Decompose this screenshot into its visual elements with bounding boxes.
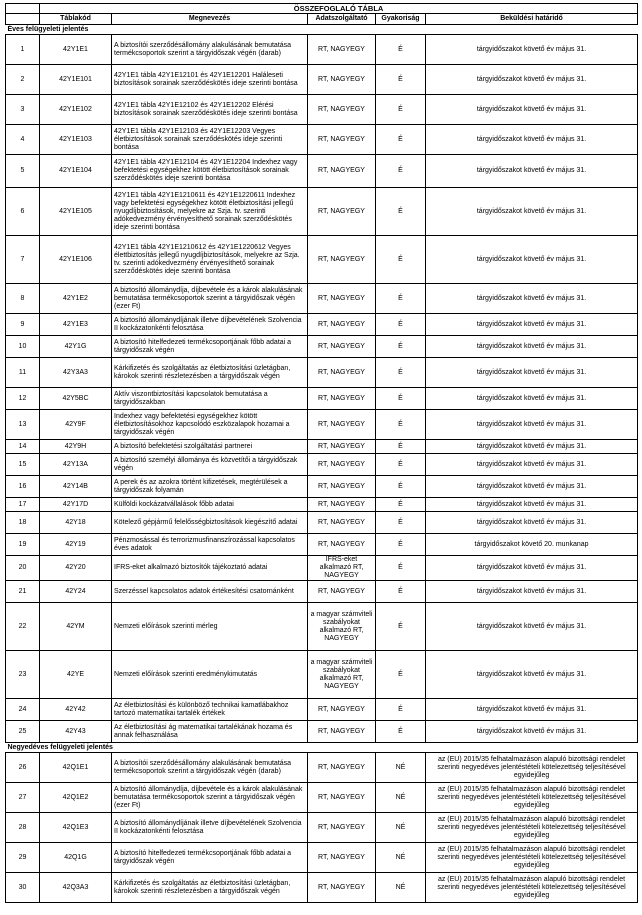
- deadline-cell: tárgyidőszakot követő év május 31.: [426, 155, 638, 188]
- deadline-cell: tárgyidőszakot követő év május 31.: [426, 336, 638, 358]
- frequency-cell: É: [376, 65, 426, 95]
- description-cell: 42Y1E1 tábla 42Y1E12101 és 42Y1E12201 Haláleseti biztosítások sorainak szerződéskötés ideje szerinti bontása: [112, 65, 308, 95]
- frequency-cell: NÉ: [376, 813, 426, 843]
- deadline-cell: tárgyidőszakot követő év május 31.: [426, 388, 638, 410]
- deadline-cell: tárgyidőszakot követő év május 31.: [426, 314, 638, 336]
- deadline-cell: az (EU) 2015/35 felhatalmazáson alapuló bizottsági rendelet szerinti negyedéves jelentéstételi kötelezettség teljesítésével egyidejűleg: [426, 843, 638, 873]
- table-header-row: [6, 14, 638, 25]
- frequency-cell: É: [376, 454, 426, 476]
- table-code-cell: 42Y18: [40, 512, 112, 534]
- row-number-cell: 29: [6, 843, 40, 873]
- section-label: Éves felügyeleti jelentés: [6, 25, 638, 35]
- table-code-cell: 42Y1E103: [40, 125, 112, 155]
- table-code-cell: 42Q3A3: [40, 873, 112, 903]
- provider-cell: RT, NAGYEGY: [308, 534, 376, 556]
- description-cell: 42Y1E1 tábla 42Y1E1210612 és 42Y1E1220612 Vegyes élettbiztosítás jellegű nyugdíjbiztosítások, melyekre az Szja. tv. szerinti adókedvezmény érvényesíthető sorainak szerződéskötés ideje szerinti bontása: [112, 236, 308, 284]
- deadline-cell: az (EU) 2015/35 felhatalmazáson alapuló bizottsági rendelet szerinti negyedéves jelentéstételi kötelezettség teljesítésével egyidejűleg: [426, 753, 638, 783]
- description-cell: Kárkifizetés és szolgáltatás az életbiztosítási üzletágban, károkok szerinti részletezésben a tárgyidőszak végén: [112, 873, 308, 903]
- provider-cell: RT, NAGYEGY: [308, 388, 376, 410]
- deadline-cell: tárgyidőszakot követő év május 31.: [426, 454, 638, 476]
- provider-cell: RT, NAGYEGY: [308, 498, 376, 512]
- table-code-cell: 42Y9H: [40, 440, 112, 454]
- table-row: [6, 498, 638, 512]
- description-cell: A biztosító állománydíja, díjbevétele és a károk alakulásának bemutatása termékcsoportok szerint a tárgyidőszak végén (ezer Ft): [112, 783, 308, 813]
- description-cell: 42Y1E1 tábla 42Y1E12102 és 42Y1E12202 Elérési biztosítások sorainak szerződéskötés ideje szerinti bontása: [112, 95, 308, 125]
- deadline-cell: tárgyidőszakot követő év május 31.: [426, 358, 638, 388]
- description-cell: A biztosítói szerződésállomány alakulásának bemutatása termékcsoportok szerint a tárgyidőszak végén (darab): [112, 753, 308, 783]
- description-cell: 42Y1E1 tábla 42Y1E12104 és 42Y1E12204 Indexhez vagy befektetési egységekhez kötött életbiztosítások sorainak szerződéskötés ideje szerinti bontása: [112, 155, 308, 188]
- table-row: [6, 476, 638, 498]
- table-row: [6, 188, 638, 236]
- table-code-cell: 42Y1E106: [40, 236, 112, 284]
- table-code-cell: 42Y42: [40, 699, 112, 721]
- row-number-cell: 27: [6, 783, 40, 813]
- table-code-cell: 42Y1E101: [40, 65, 112, 95]
- row-number-cell: 22: [6, 603, 40, 651]
- provider-cell: RT, NAGYEGY: [308, 65, 376, 95]
- frequency-cell: É: [376, 651, 426, 699]
- deadline-cell: tárgyidőszakot követő év május 31.: [426, 581, 638, 603]
- row-number-cell: 12: [6, 388, 40, 410]
- table-row: [6, 699, 638, 721]
- row-number-cell: 23: [6, 651, 40, 699]
- deadline-cell: tárgyidőszakot követő év május 31.: [426, 35, 638, 65]
- table-code-cell: 42Y17D: [40, 498, 112, 512]
- frequency-cell: É: [376, 95, 426, 125]
- frequency-cell: NÉ: [376, 783, 426, 813]
- section-header-row: [6, 743, 638, 753]
- table-row: [6, 873, 638, 903]
- frequency-cell: É: [376, 125, 426, 155]
- table-row: [6, 65, 638, 95]
- row-number-cell: 13: [6, 410, 40, 440]
- row-number-cell: 16: [6, 476, 40, 498]
- deadline-cell: tárgyidőszakot követő év május 31.: [426, 721, 638, 743]
- provider-cell: RT, NAGYEGY: [308, 843, 376, 873]
- table-row: [6, 155, 638, 188]
- row-number-cell: 6: [6, 188, 40, 236]
- frequency-cell: É: [376, 556, 426, 581]
- frequency-cell: NÉ: [376, 843, 426, 873]
- table-title-row: [6, 4, 638, 14]
- table-code-cell: 42Q1G: [40, 843, 112, 873]
- table-row: [6, 284, 638, 314]
- provider-cell: RT, NAGYEGY: [308, 125, 376, 155]
- summary-table: [5, 3, 638, 903]
- deadline-cell: tárgyidőszakot követő év május 31.: [426, 556, 638, 581]
- provider-cell: RT, NAGYEGY: [308, 873, 376, 903]
- description-cell: Külföldi kockázatvállalások főbb adatai: [112, 498, 308, 512]
- header-name: Megnevezés: [112, 14, 308, 25]
- description-cell: A perek és az azokra történt kifizetések, megtérülések a tárgyidőszak folyamán: [112, 476, 308, 498]
- table-title: ÖSSZEFOGLALÓ TÁBLA: [40, 4, 638, 14]
- provider-cell: RT, NAGYEGY: [308, 314, 376, 336]
- description-cell: A biztosítói szerződésállomány alakulásának bemutatása termékcsoportok szerint a tárgyidőszak végén (darab): [112, 35, 308, 65]
- provider-cell: RT, NAGYEGY: [308, 512, 376, 534]
- row-number-cell: 3: [6, 95, 40, 125]
- table-row: [6, 388, 638, 410]
- frequency-cell: É: [376, 440, 426, 454]
- deadline-cell: tárgyidőszakot követő év május 31.: [426, 410, 638, 440]
- frequency-cell: É: [376, 336, 426, 358]
- deadline-cell: az (EU) 2015/35 felhatalmazáson alapuló bizottsági rendelet szerinti negyedéves jelentéstételi kötelezettség teljesítésével egyidejűleg: [426, 783, 638, 813]
- table-code-cell: 42Y3A3: [40, 358, 112, 388]
- row-number-cell: 24: [6, 699, 40, 721]
- row-number-cell: 9: [6, 314, 40, 336]
- frequency-cell: É: [376, 581, 426, 603]
- table-code-cell: 42Q1E3: [40, 813, 112, 843]
- table-code-cell: 42YM: [40, 603, 112, 651]
- row-number-cell: 11: [6, 358, 40, 388]
- table-row: [6, 410, 638, 440]
- provider-cell: RT, NAGYEGY: [308, 813, 376, 843]
- table-row: [6, 440, 638, 454]
- section-header-row: [6, 25, 638, 35]
- provider-cell: a magyar számviteli szabályokat alkalmazó RT, NAGYEGY: [308, 603, 376, 651]
- deadline-cell: az (EU) 2015/35 felhatalmazáson alapuló bizottsági rendelet szerinti negyedéves jelentéstételi kötelezettség teljesítésével egyidejűleg: [426, 873, 638, 903]
- row-number-cell: 4: [6, 125, 40, 155]
- deadline-cell: tárgyidőszakot követő év május 31.: [426, 512, 638, 534]
- description-cell: 42Y1E1 tábla 42Y1E12103 és 42Y1E12203 Vegyes életbiztosítások sorainak szerződéskötés ideje szerinti bontása: [112, 125, 308, 155]
- table-row: [6, 581, 638, 603]
- row-number-cell: 21: [6, 581, 40, 603]
- description-cell: A biztosító személyi állománya és közvetítői a tárgyidőszak végén: [112, 454, 308, 476]
- deadline-cell: tárgyidőszakot követő 20. munkanap: [426, 534, 638, 556]
- description-cell: Az életbiztosítási ág matematikai tartalékának hozama és annak felhasználása: [112, 721, 308, 743]
- table-code-cell: 42Y1E3: [40, 314, 112, 336]
- deadline-cell: tárgyidőszakot követő év május 31.: [426, 651, 638, 699]
- frequency-cell: É: [376, 358, 426, 388]
- header-deadline: Beküldési határidő: [426, 14, 638, 25]
- table-code-cell: 42Y13A: [40, 454, 112, 476]
- table-row: [6, 35, 638, 65]
- table-row: [6, 843, 638, 873]
- provider-cell: RT, NAGYEGY: [308, 95, 376, 125]
- description-cell: A biztosító állománydíja, díjbevétele és a károk alakulásának bemutatása termékcsoportok szerint a tárgyidőszak végén (ezer Ft): [112, 284, 308, 314]
- deadline-cell: tárgyidőszakot követő év május 31.: [426, 125, 638, 155]
- frequency-cell: É: [376, 35, 426, 65]
- description-cell: Aktív viszontbiztosítási kapcsolatok bemutatása a tárgyidőszakban: [112, 388, 308, 410]
- row-number-cell: 7: [6, 236, 40, 284]
- frequency-cell: NÉ: [376, 753, 426, 783]
- table-row: [6, 813, 638, 843]
- frequency-cell: É: [376, 188, 426, 236]
- table-row: [6, 358, 638, 388]
- table-code-cell: 42Y9F: [40, 410, 112, 440]
- table-code-cell: 42Y1E2: [40, 284, 112, 314]
- provider-cell: RT, NAGYEGY: [308, 753, 376, 783]
- deadline-cell: tárgyidőszakot követő év május 31.: [426, 699, 638, 721]
- description-cell: Az életbiztosítási és különböző technikai kamatlábakhoz tartozó matematikai tartalék értékek: [112, 699, 308, 721]
- table-code-cell: 42Y20: [40, 556, 112, 581]
- table-row: [6, 753, 638, 783]
- description-cell: Szerzéssel kapcsolatos adatok értékesítési csatornánként: [112, 581, 308, 603]
- description-cell: Nemzeti előírások szerinti mérleg: [112, 603, 308, 651]
- table-code-cell: 42Y1E102: [40, 95, 112, 125]
- table-code-cell: 42YE: [40, 651, 112, 699]
- row-number-cell: 14: [6, 440, 40, 454]
- frequency-cell: NÉ: [376, 873, 426, 903]
- table-code-cell: 42Y1G: [40, 336, 112, 358]
- description-cell: A biztosító hitelfedezeti termékcsoportjának főbb adatai a tárgyidőszak végén: [112, 336, 308, 358]
- deadline-cell: tárgyidőszakot követő év május 31.: [426, 498, 638, 512]
- frequency-cell: É: [376, 534, 426, 556]
- deadline-cell: tárgyidőszakot követő év május 31.: [426, 188, 638, 236]
- section-label: Negyedéves felügyeleti jelentés: [6, 743, 638, 753]
- provider-cell: RT, NAGYEGY: [308, 476, 376, 498]
- table-row: [6, 512, 638, 534]
- frequency-cell: É: [376, 498, 426, 512]
- frequency-cell: É: [376, 236, 426, 284]
- provider-cell: a magyar számviteli szabályokat alkalmazó RT, NAGYEGY: [308, 651, 376, 699]
- provider-cell: RT, NAGYEGY: [308, 188, 376, 236]
- provider-cell: RT, NAGYEGY: [308, 454, 376, 476]
- row-number-cell: 17: [6, 498, 40, 512]
- deadline-cell: tárgyidőszakot követő év május 31.: [426, 440, 638, 454]
- row-number-cell: 15: [6, 454, 40, 476]
- row-number-cell: 25: [6, 721, 40, 743]
- frequency-cell: É: [376, 155, 426, 188]
- table-code-cell: 42Y1E105: [40, 188, 112, 236]
- table-code-cell: 42Y1E1: [40, 35, 112, 65]
- description-cell: A biztosító állománydíjának illetve díjbevételének Szolvencia II kockázatonkénti felosztása: [112, 314, 308, 336]
- provider-cell: RT, NAGYEGY: [308, 440, 376, 454]
- description-cell: A biztosító állománydíjának illetve díjbevételének Szolvencia II kockázatonkénti felosztása: [112, 813, 308, 843]
- deadline-cell: tárgyidőszakot követő év május 31.: [426, 476, 638, 498]
- provider-cell: RT, NAGYEGY: [308, 35, 376, 65]
- table-row: [6, 314, 638, 336]
- provider-cell: RT, NAGYEGY: [308, 699, 376, 721]
- frequency-cell: É: [376, 512, 426, 534]
- row-number-cell: 20: [6, 556, 40, 581]
- frequency-cell: É: [376, 314, 426, 336]
- table-row: [6, 336, 638, 358]
- row-number-cell: 19: [6, 534, 40, 556]
- provider-cell: IFRS-eket alkalmazó RT, NAGYEGY: [308, 556, 376, 581]
- row-number-cell: 1: [6, 35, 40, 65]
- description-cell: Indexhez vagy befektetési egységekhez kötött életbiztosításokhoz kapcsolódó eszközalapok hozamai a tárgyidőszak végén: [112, 410, 308, 440]
- description-cell: A biztosító hitelfedezeti termékcsoportjának főbb adatai a tárgyidőszak végén: [112, 843, 308, 873]
- row-number-cell: 2: [6, 65, 40, 95]
- provider-cell: RT, NAGYEGY: [308, 410, 376, 440]
- description-cell: 42Y1E1 tábla 42Y1E1210611 és 42Y1E1220611 Indexhez vagy befektetési egységekhez kötött életbiztosítási jellegű nyugdíjbiztosítások, melyekre az Szja. tv. szerinti adókedvezmény érvényesíthető sorainak szerződéskötés ideje szerinti bontása: [112, 188, 308, 236]
- table-row: [6, 125, 638, 155]
- frequency-cell: É: [376, 699, 426, 721]
- provider-cell: RT, NAGYEGY: [308, 581, 376, 603]
- table-code-cell: 42Q1E1: [40, 753, 112, 783]
- header-provider: Adatszolgáltató: [308, 14, 376, 25]
- row-number-cell: 5: [6, 155, 40, 188]
- table-row: [6, 651, 638, 699]
- row-number-cell: 26: [6, 753, 40, 783]
- table-code-cell: 42Q1E2: [40, 783, 112, 813]
- table-code-cell: 42Y5BC: [40, 388, 112, 410]
- deadline-cell: tárgyidőszakot követő év május 31.: [426, 95, 638, 125]
- row-number-cell: 30: [6, 873, 40, 903]
- table-row: [6, 783, 638, 813]
- table-code-cell: 42Y24: [40, 581, 112, 603]
- table-row: [6, 454, 638, 476]
- deadline-cell: tárgyidőszakot követő év május 31.: [426, 603, 638, 651]
- frequency-cell: É: [376, 476, 426, 498]
- description-cell: Kötelező gépjármű felelősségbiztosítások kiegészítő adatai: [112, 512, 308, 534]
- row-number-cell: 18: [6, 512, 40, 534]
- table-row: [6, 236, 638, 284]
- provider-cell: RT, NAGYEGY: [308, 155, 376, 188]
- provider-cell: RT, NAGYEGY: [308, 358, 376, 388]
- description-cell: IFRS-eket alkalmazó biztosítók tájékoztató adatai: [112, 556, 308, 581]
- table-row: [6, 534, 638, 556]
- row-number-cell: 8: [6, 284, 40, 314]
- provider-cell: RT, NAGYEGY: [308, 236, 376, 284]
- deadline-cell: tárgyidőszakot követő év május 31.: [426, 284, 638, 314]
- header-frequency: Gyakoriság: [376, 14, 426, 25]
- description-cell: Pénzmosással és terrorizmusfinanszírozással kapcsolatos éves adatok: [112, 534, 308, 556]
- description-cell: Nemzeti előírások szerinti eredménykimutatás: [112, 651, 308, 699]
- deadline-cell: tárgyidőszakot követő év május 31.: [426, 65, 638, 95]
- row-number-cell: 10: [6, 336, 40, 358]
- summary-table-wrapper: [5, 3, 637, 903]
- table-code-cell: 42Y14B: [40, 476, 112, 498]
- table-row: [6, 95, 638, 125]
- description-cell: Kárkifizetés és szolgáltatás az életbiztosítási üzletágban, károkok szerinti részletezésben a tárgyidőszak végén: [112, 358, 308, 388]
- deadline-cell: tárgyidőszakot követő év május 31.: [426, 236, 638, 284]
- table-row: [6, 721, 638, 743]
- table-code-cell: 42Y43: [40, 721, 112, 743]
- frequency-cell: É: [376, 284, 426, 314]
- table-body: [6, 25, 638, 903]
- table-code-cell: 42Y19: [40, 534, 112, 556]
- row-number-cell: 28: [6, 813, 40, 843]
- description-cell: A biztosító befektetési szolgáltatási partnerei: [112, 440, 308, 454]
- frequency-cell: É: [376, 603, 426, 651]
- table-row: [6, 556, 638, 581]
- header-code: Táblakód: [40, 14, 112, 25]
- frequency-cell: É: [376, 410, 426, 440]
- provider-cell: RT, NAGYEGY: [308, 721, 376, 743]
- frequency-cell: É: [376, 388, 426, 410]
- provider-cell: RT, NAGYEGY: [308, 783, 376, 813]
- provider-cell: RT, NAGYEGY: [308, 284, 376, 314]
- deadline-cell: az (EU) 2015/35 felhatalmazáson alapuló bizottsági rendelet szerinti negyedéves jelentéstételi kötelezettség teljesítésével egyidejűleg: [426, 813, 638, 843]
- table-row: [6, 603, 638, 651]
- table-code-cell: 42Y1E104: [40, 155, 112, 188]
- provider-cell: RT, NAGYEGY: [308, 336, 376, 358]
- frequency-cell: É: [376, 721, 426, 743]
